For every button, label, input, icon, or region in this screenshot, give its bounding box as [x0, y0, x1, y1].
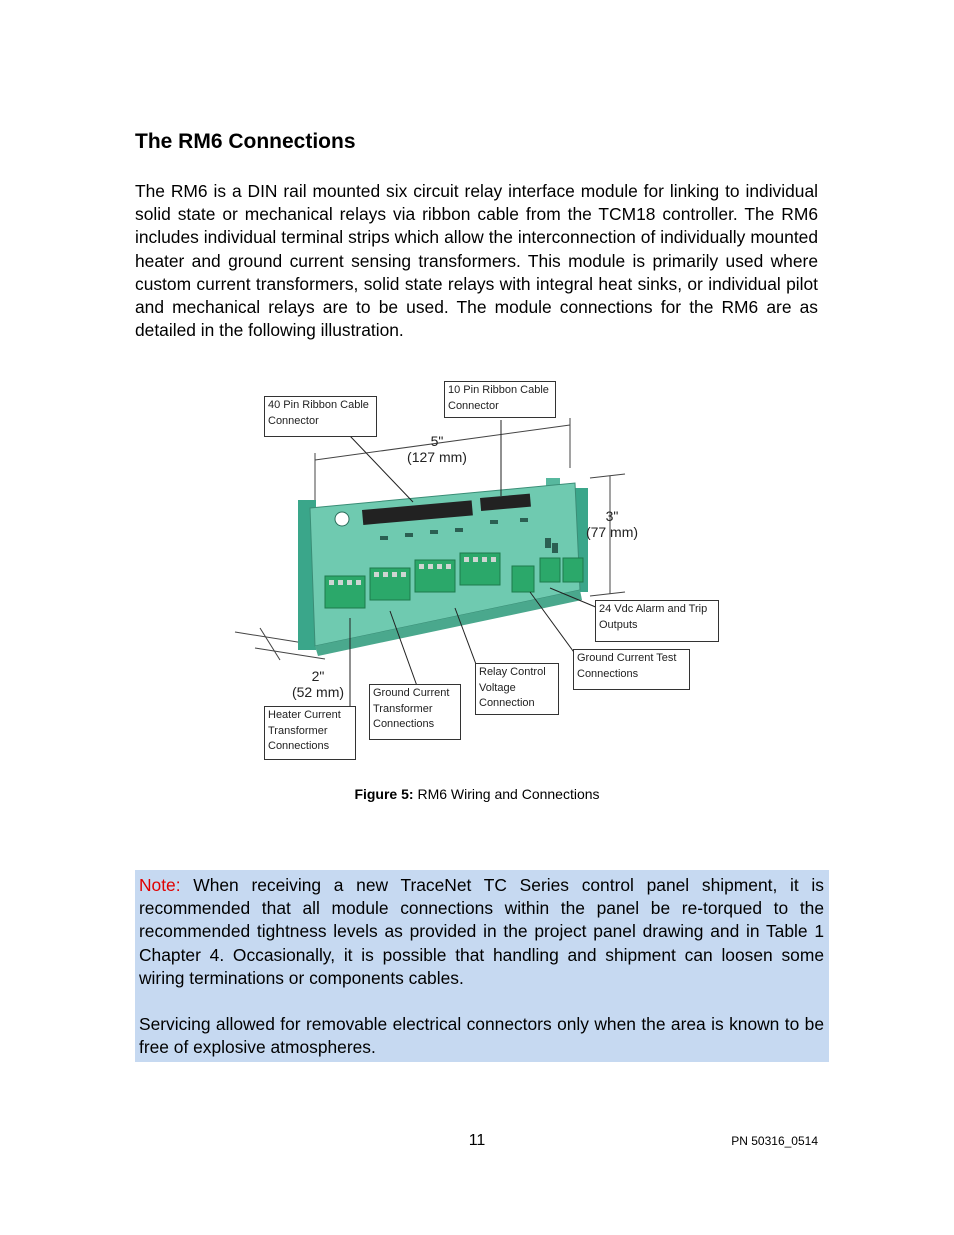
note-box	[135, 870, 829, 1062]
section-body: The RM6 is a DIN rail mounted six circuit relay interface module for linking to individual solid state or mechanical relays via ribbon cable from the TCM18 controller. The RM6 includes individual terminal strips which allow the interconnection of individually mounted heater and ground current sensing transformers. This module is primarily used where custom current transformers, solid state relays with integral heat sinks, or individual pilot and mechanical relays are to be used. The module connections for the RM6 are as detailed in the following illustration.	[135, 181, 818, 341]
note-text-1: When receiving a new TraceNet TC Series control panel shipment, it is recommended that all module connections within the panel be re-torqued to the recommended tightness levels as provided in the project panel drawing and in Table 1 Chapter 4. Occasionally, it is possible that handling and shipment can loosen some wiring terminations or components cables.	[139, 875, 824, 988]
callout-ground-current-test: Ground Current Test Connections	[573, 649, 690, 690]
part-number: PN 50316_0514	[731, 1134, 818, 1148]
figure-caption	[0, 786, 954, 802]
figure-caption-label: Figure 5:	[354, 786, 414, 802]
callout-10-pin-connector: 10 Pin Ribbon Cable Connector	[444, 381, 556, 418]
callout-40-pin-connector: 40 Pin Ribbon Cable Connector	[264, 396, 377, 437]
callout-ground-current-transformer: Ground Current Transformer Connections	[369, 684, 461, 740]
callout-heater-current-transformer: Heater Current Transformer Connections	[264, 706, 356, 760]
figure-caption-text: RM6 Wiring and Connections	[413, 786, 600, 802]
section-title: The RM6 Connections	[135, 130, 356, 153]
dimension-height: 3" (77 mm)	[585, 508, 639, 540]
note-label: Note:	[139, 875, 181, 895]
page-number: 11	[468, 1132, 486, 1149]
dimension-depth: 2" (52 mm)	[291, 668, 345, 700]
callout-relay-control-voltage: Relay Control Voltage Connection	[475, 663, 559, 715]
note-paragraph-1	[139, 874, 824, 990]
rm6-figure	[230, 378, 730, 763]
callout-alarm-trip-outputs: 24 Vdc Alarm and Trip Outputs	[595, 600, 719, 642]
dimension-width: 5" (127 mm)	[407, 433, 467, 465]
note-paragraph-2: Servicing allowed for removable electrical connectors only when the area is known to be free of explosive atmospheres.	[139, 1014, 824, 1058]
